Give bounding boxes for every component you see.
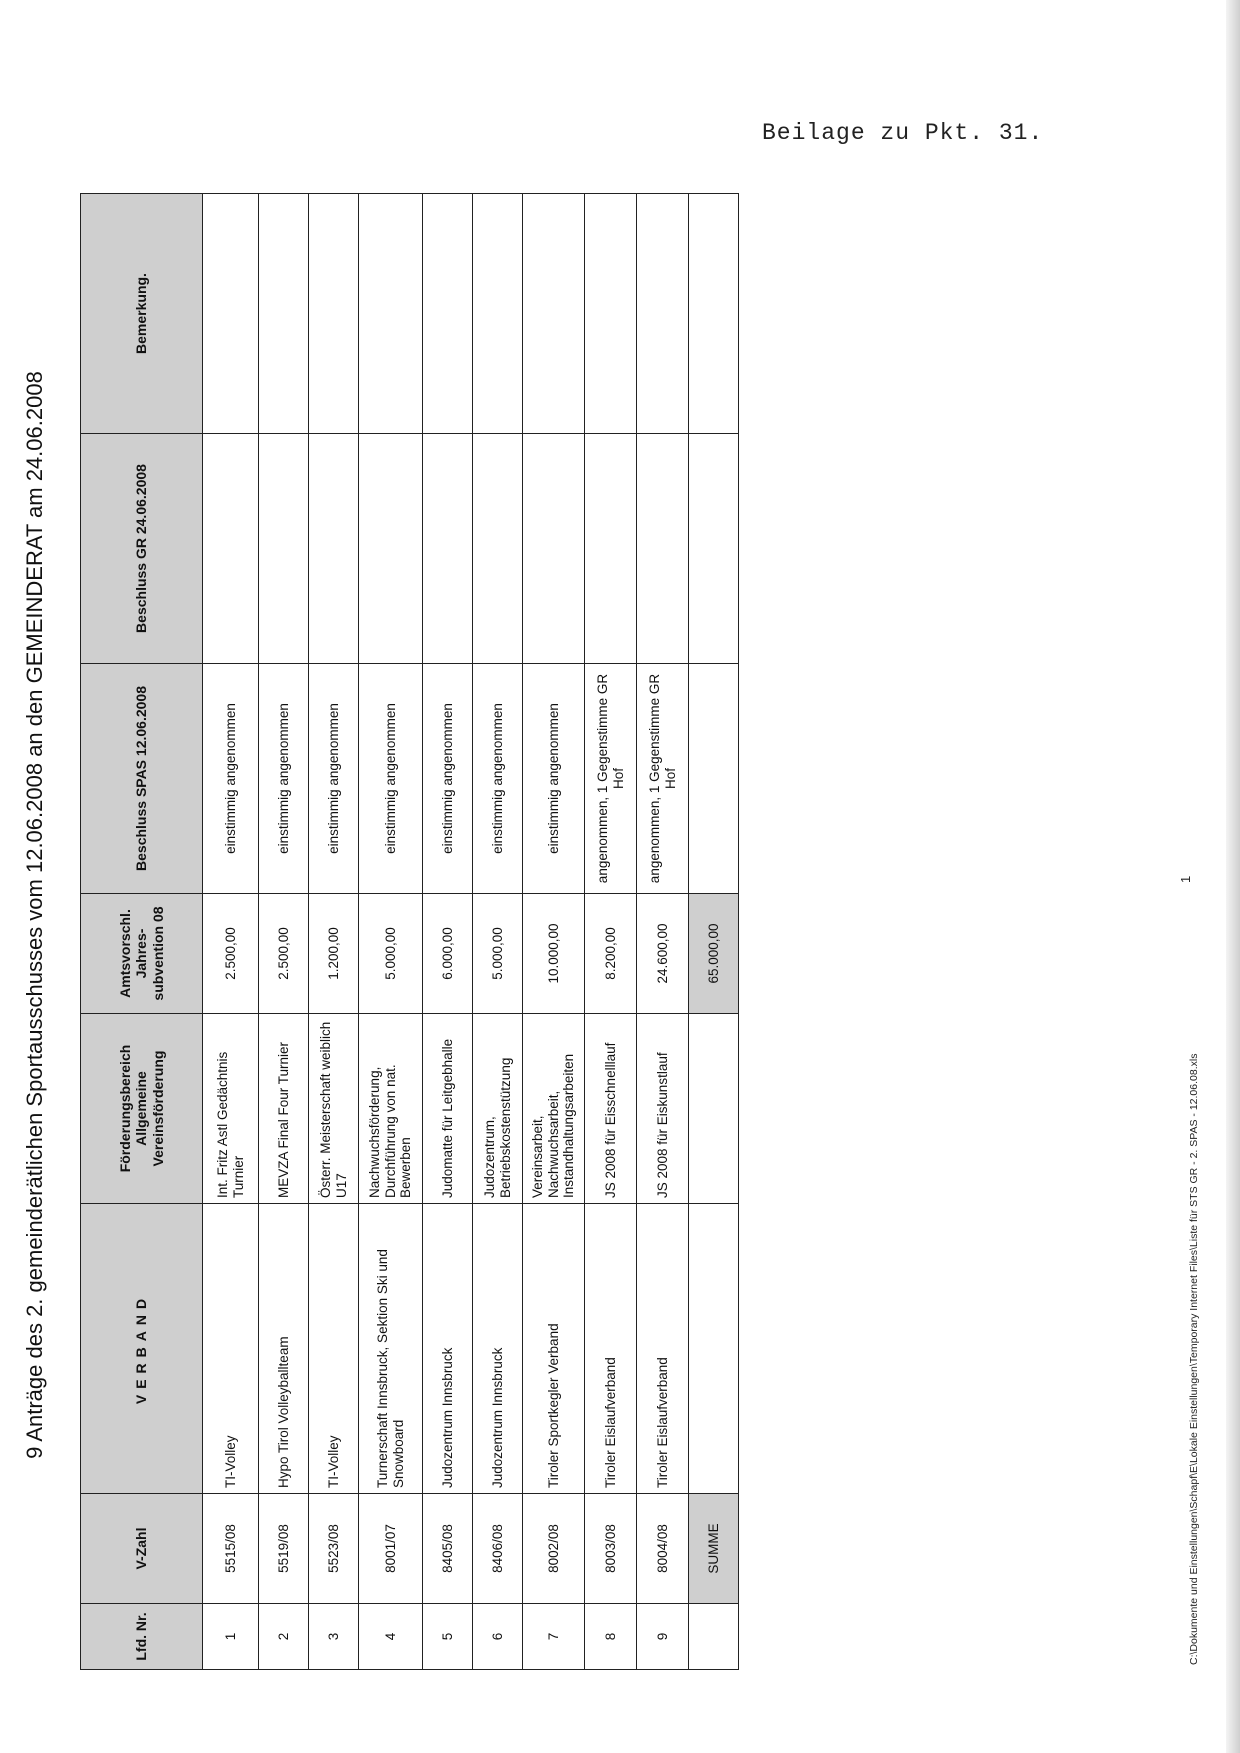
cell-nr: 2 (259, 1604, 309, 1670)
cell-spas: einstimmig angenommen (259, 664, 309, 894)
cell-verband: Tiroler Sportkegler Verband (523, 1204, 585, 1494)
cell-spas: angenommen, 1 Gegenstimme GR Hof (585, 664, 637, 894)
cell-vzahl: 5515/08 (203, 1494, 259, 1604)
cell-bemerkung (523, 194, 585, 434)
annotation-beilage: Beilage zu Pkt. 31. (762, 120, 1044, 146)
cell-bemerkung (259, 194, 309, 434)
cell-empty (689, 434, 739, 664)
cell-verband: Judozentrum Innsbruck (423, 1204, 473, 1494)
cell-verband: TI-Volley (203, 1204, 259, 1494)
cell-betrag: 8.200,00 (585, 894, 637, 1014)
cell-betrag: 6.000,00 (423, 894, 473, 1014)
page-title: 9 Anträge des 2. gemeinderätlichen Sportausschusses vom 12.06.2008 an den GEMEINDERAT am 24.06.2008 (22, 371, 47, 1459)
cell-bereich: MEVZA Final Four Turnier (259, 1014, 309, 1204)
cell-nr: 7 (523, 1604, 585, 1670)
cell-spas: einstimmig angenommen (203, 664, 259, 894)
cell-vzahl: 8003/08 (585, 1494, 637, 1604)
cell-nr: 5 (423, 1604, 473, 1670)
cell-betrag: 24.600,00 (637, 894, 689, 1014)
cell-empty (689, 1604, 739, 1670)
cell-betrag: 5.000,00 (473, 894, 523, 1014)
cell-bereich: Judozentrum, Betriebskostenstützung (473, 1014, 523, 1204)
page-number: 1 (1178, 875, 1193, 883)
header-beschluss-spas: Beschluss SPAS 12.06.2008 (81, 664, 203, 894)
cell-nr: 6 (473, 1604, 523, 1670)
header-foerderungsbereich: Förderungsbereich Allgemeine Vereinsförderung (81, 1014, 203, 1204)
cell-bemerkung (585, 194, 637, 434)
cell-bereich: Nachwuchsförderung, Durchführung von nat. Bewerben (359, 1014, 423, 1204)
header-verband: VERBAND (81, 1204, 203, 1494)
antraege-table (80, 193, 739, 1670)
table-row (585, 194, 637, 1670)
table-row (423, 194, 473, 1670)
cell-nr: 4 (359, 1604, 423, 1670)
cell-spas: angenommen, 1 Gegenstimme GR Hof (637, 664, 689, 894)
cell-spas: einstimmig angenommen (523, 664, 585, 894)
cell-vzahl: 8406/08 (473, 1494, 523, 1604)
cell-gr (523, 434, 585, 664)
summe-label: SUMME (689, 1494, 739, 1604)
cell-vzahl: 8405/08 (423, 1494, 473, 1604)
cell-nr: 3 (309, 1604, 359, 1670)
cell-spas: einstimmig angenommen (309, 664, 359, 894)
cell-spas: einstimmig angenommen (473, 664, 523, 894)
cell-empty (689, 1014, 739, 1204)
cell-verband: TI-Volley (309, 1204, 359, 1494)
cell-vzahl: 8004/08 (637, 1494, 689, 1604)
cell-gr (637, 434, 689, 664)
cell-spas: einstimmig angenommen (359, 664, 423, 894)
cell-gr (309, 434, 359, 664)
cell-empty (689, 1204, 739, 1494)
cell-empty (689, 194, 739, 434)
cell-bemerkung (473, 194, 523, 434)
cell-vzahl: 5523/08 (309, 1494, 359, 1604)
cell-verband: Turnerschaft Innsbruck, Sektion Ski und Snowboard (359, 1204, 423, 1494)
summe-value: 65.000,00 (689, 894, 739, 1014)
cell-bemerkung (637, 194, 689, 434)
cell-bemerkung (203, 194, 259, 434)
cell-bemerkung (423, 194, 473, 434)
cell-verband: Tiroler Eislaufverband (585, 1204, 637, 1494)
cell-verband: Hypo Tirol Volleyballteam (259, 1204, 309, 1494)
cell-betrag: 2.500,00 (259, 894, 309, 1014)
cell-nr: 8 (585, 1604, 637, 1670)
cell-bereich: Int. Fritz Astl Gedächtnis Turnier (203, 1014, 259, 1204)
table-row (637, 194, 689, 1670)
footer-file-path: C:\Dokumente und Einstellungen\Schapf\E\Lokale Einstellungen\Temporary Internet Files\Liste für STS GR - 2. SPAS - 12.06.08.xls (1188, 1053, 1200, 1665)
cell-bemerkung (359, 194, 423, 434)
cell-verband: Judozentrum Innsbruck (473, 1204, 523, 1494)
cell-vzahl: 5519/08 (259, 1494, 309, 1604)
table-header-row (81, 194, 203, 1670)
cell-bereich: Judomatte für Leitgebhalle (423, 1014, 473, 1204)
cell-empty (689, 664, 739, 894)
header-beschluss-gr: Beschluss GR 24.06.2008 (81, 434, 203, 664)
cell-gr (473, 434, 523, 664)
table-row (203, 194, 259, 1670)
table-row (523, 194, 585, 1670)
cell-nr: 1 (203, 1604, 259, 1670)
cell-betrag: 5.000,00 (359, 894, 423, 1014)
summe-row (689, 194, 739, 1670)
table-row (359, 194, 423, 1670)
cell-gr (259, 434, 309, 664)
cell-betrag: 1.200,00 (309, 894, 359, 1014)
cell-gr (585, 434, 637, 664)
cell-bereich: Österr. Meisterschaft weiblich U17 (309, 1014, 359, 1204)
cell-bemerkung (309, 194, 359, 434)
cell-spas: einstimmig angenommen (423, 664, 473, 894)
cell-gr (359, 434, 423, 664)
cell-betrag: 2.500,00 (203, 894, 259, 1014)
cell-vzahl: 8002/08 (523, 1494, 585, 1604)
header-bemerkung: Bemerkung. (81, 194, 203, 434)
header-v-zahl: V-Zahl (81, 1494, 203, 1604)
cell-vzahl: 8001/07 (359, 1494, 423, 1604)
cell-bereich: JS 2008 für Eisschnelllauf (585, 1014, 637, 1204)
cell-nr: 9 (637, 1604, 689, 1670)
cell-gr (203, 434, 259, 664)
table-row (473, 194, 523, 1670)
table-row (259, 194, 309, 1670)
cell-bereich: JS 2008 für Eiskunstlauf (637, 1014, 689, 1204)
header-amtsvorschlag: Amtsvorschl. Jahres-subvention 08 (81, 894, 203, 1014)
cell-gr (423, 434, 473, 664)
cell-betrag: 10.000,00 (523, 894, 585, 1014)
cell-verband: Tiroler Eislaufverband (637, 1204, 689, 1494)
cell-bereich: Vereinsarbeit, Nachwuchsarbeit, Instandhaltungsarbeiten (523, 1014, 585, 1204)
header-lfd-nr: Lfd. Nr. (81, 1604, 203, 1670)
table-row (309, 194, 359, 1670)
